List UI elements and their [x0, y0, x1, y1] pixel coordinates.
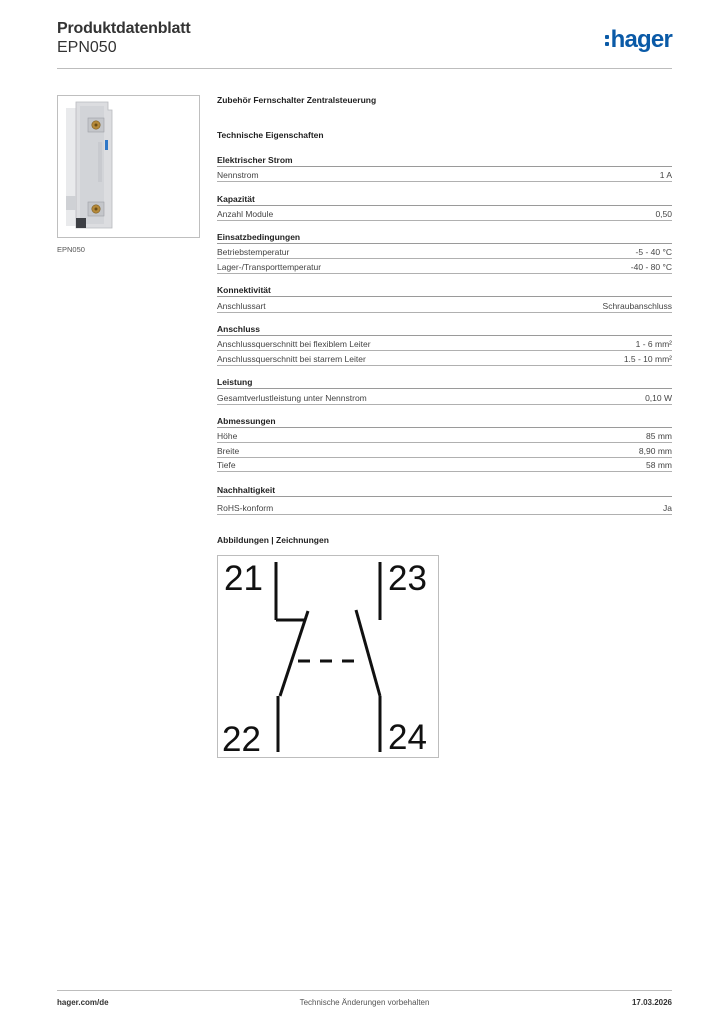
header-divider	[57, 68, 672, 69]
terminal-label-22: 22	[222, 720, 261, 757]
section-title: Anschluss	[217, 324, 672, 336]
spec-row	[217, 457, 672, 472]
spec-label: Gesamtverlustleistung unter Nennstrom	[217, 393, 367, 403]
section-title: Abmessungen	[217, 416, 672, 428]
drawings-heading: Abbildungen | Zeichnungen	[217, 535, 329, 545]
spec-value: 58 mm	[646, 460, 672, 470]
spec-label: Nennstrom	[217, 170, 259, 180]
page-header	[57, 20, 672, 68]
spec-value: -5 - 40 °C	[635, 247, 672, 257]
terminal-label-23: 23	[388, 559, 427, 598]
spec-row	[217, 336, 672, 351]
footer-date: 17.03.2026	[631, 998, 672, 1007]
spec-row	[217, 244, 672, 259]
spec-value: 1.5 - 10 mm²	[623, 354, 672, 364]
spec-label: Anschlussart	[217, 301, 266, 311]
spec-row	[217, 298, 672, 313]
spec-label: Lager-/Transporttemperatur	[217, 262, 322, 272]
spec-value: 8,90 mm	[638, 446, 672, 456]
spec-value: Schraubanschluss	[602, 301, 672, 311]
section-title: Leistung	[217, 377, 672, 389]
footer-website-link[interactable]: hager.com/de	[57, 998, 109, 1007]
spec-label: Anschlussquerschnitt bei starrem Leiter	[217, 354, 366, 364]
product-description: Zubehör Fernschalter Zentralsteuerung	[217, 95, 377, 105]
product-photo-icon	[58, 96, 199, 237]
spec-label: Anzahl Module	[217, 209, 274, 219]
section-title: Einsatzbedingungen	[217, 232, 672, 244]
spec-row	[217, 390, 672, 405]
spec-value: 0,50	[655, 209, 672, 219]
spec-row	[217, 206, 672, 221]
terminal-label-24: 24	[388, 718, 427, 757]
document-title: Produktdatenblatt	[57, 20, 191, 37]
logo-text: hager	[610, 26, 672, 53]
section-title: Konnektivität	[217, 285, 672, 297]
spec-row	[217, 259, 672, 274]
spec-row	[217, 428, 672, 443]
spec-row	[217, 167, 672, 182]
footer-notice: Technische Änderungen vorbehalten	[299, 998, 430, 1007]
tech-heading: Technische Eigenschaften	[217, 130, 324, 140]
spec-label: Tiefe	[217, 460, 236, 470]
contact-diagram	[217, 555, 439, 758]
spec-row	[217, 500, 672, 515]
spec-value: 0,10 W	[645, 393, 672, 403]
image-caption: EPN050	[57, 245, 85, 254]
spec-label: Breite	[217, 446, 240, 456]
section-title: Nachhaltigkeit	[217, 485, 672, 497]
spec-value: 1 - 6 mm²	[635, 339, 672, 349]
spec-value: -40 - 80 °C	[630, 262, 672, 272]
product-image	[57, 95, 200, 238]
spec-value: Ja	[663, 503, 672, 513]
spec-label: Betriebstemperatur	[217, 247, 290, 257]
hager-logo	[605, 27, 672, 53]
section-title: Kapazität	[217, 194, 672, 206]
footer-divider	[57, 990, 672, 991]
spec-label: Anschlussquerschnitt bei flexiblem Leiter	[217, 339, 371, 349]
terminal-label-21: 21	[224, 559, 263, 598]
product-code: EPN050	[57, 39, 117, 56]
spec-row	[217, 443, 672, 458]
spec-value: 1 A	[659, 170, 672, 180]
section-title: Elektrischer Strom	[217, 155, 672, 167]
spec-value: 85 mm	[646, 431, 672, 441]
spec-row	[217, 351, 672, 366]
logo-dots-icon	[605, 35, 609, 46]
spec-label: Höhe	[217, 431, 238, 441]
spec-label: RoHS-konform	[217, 503, 274, 513]
